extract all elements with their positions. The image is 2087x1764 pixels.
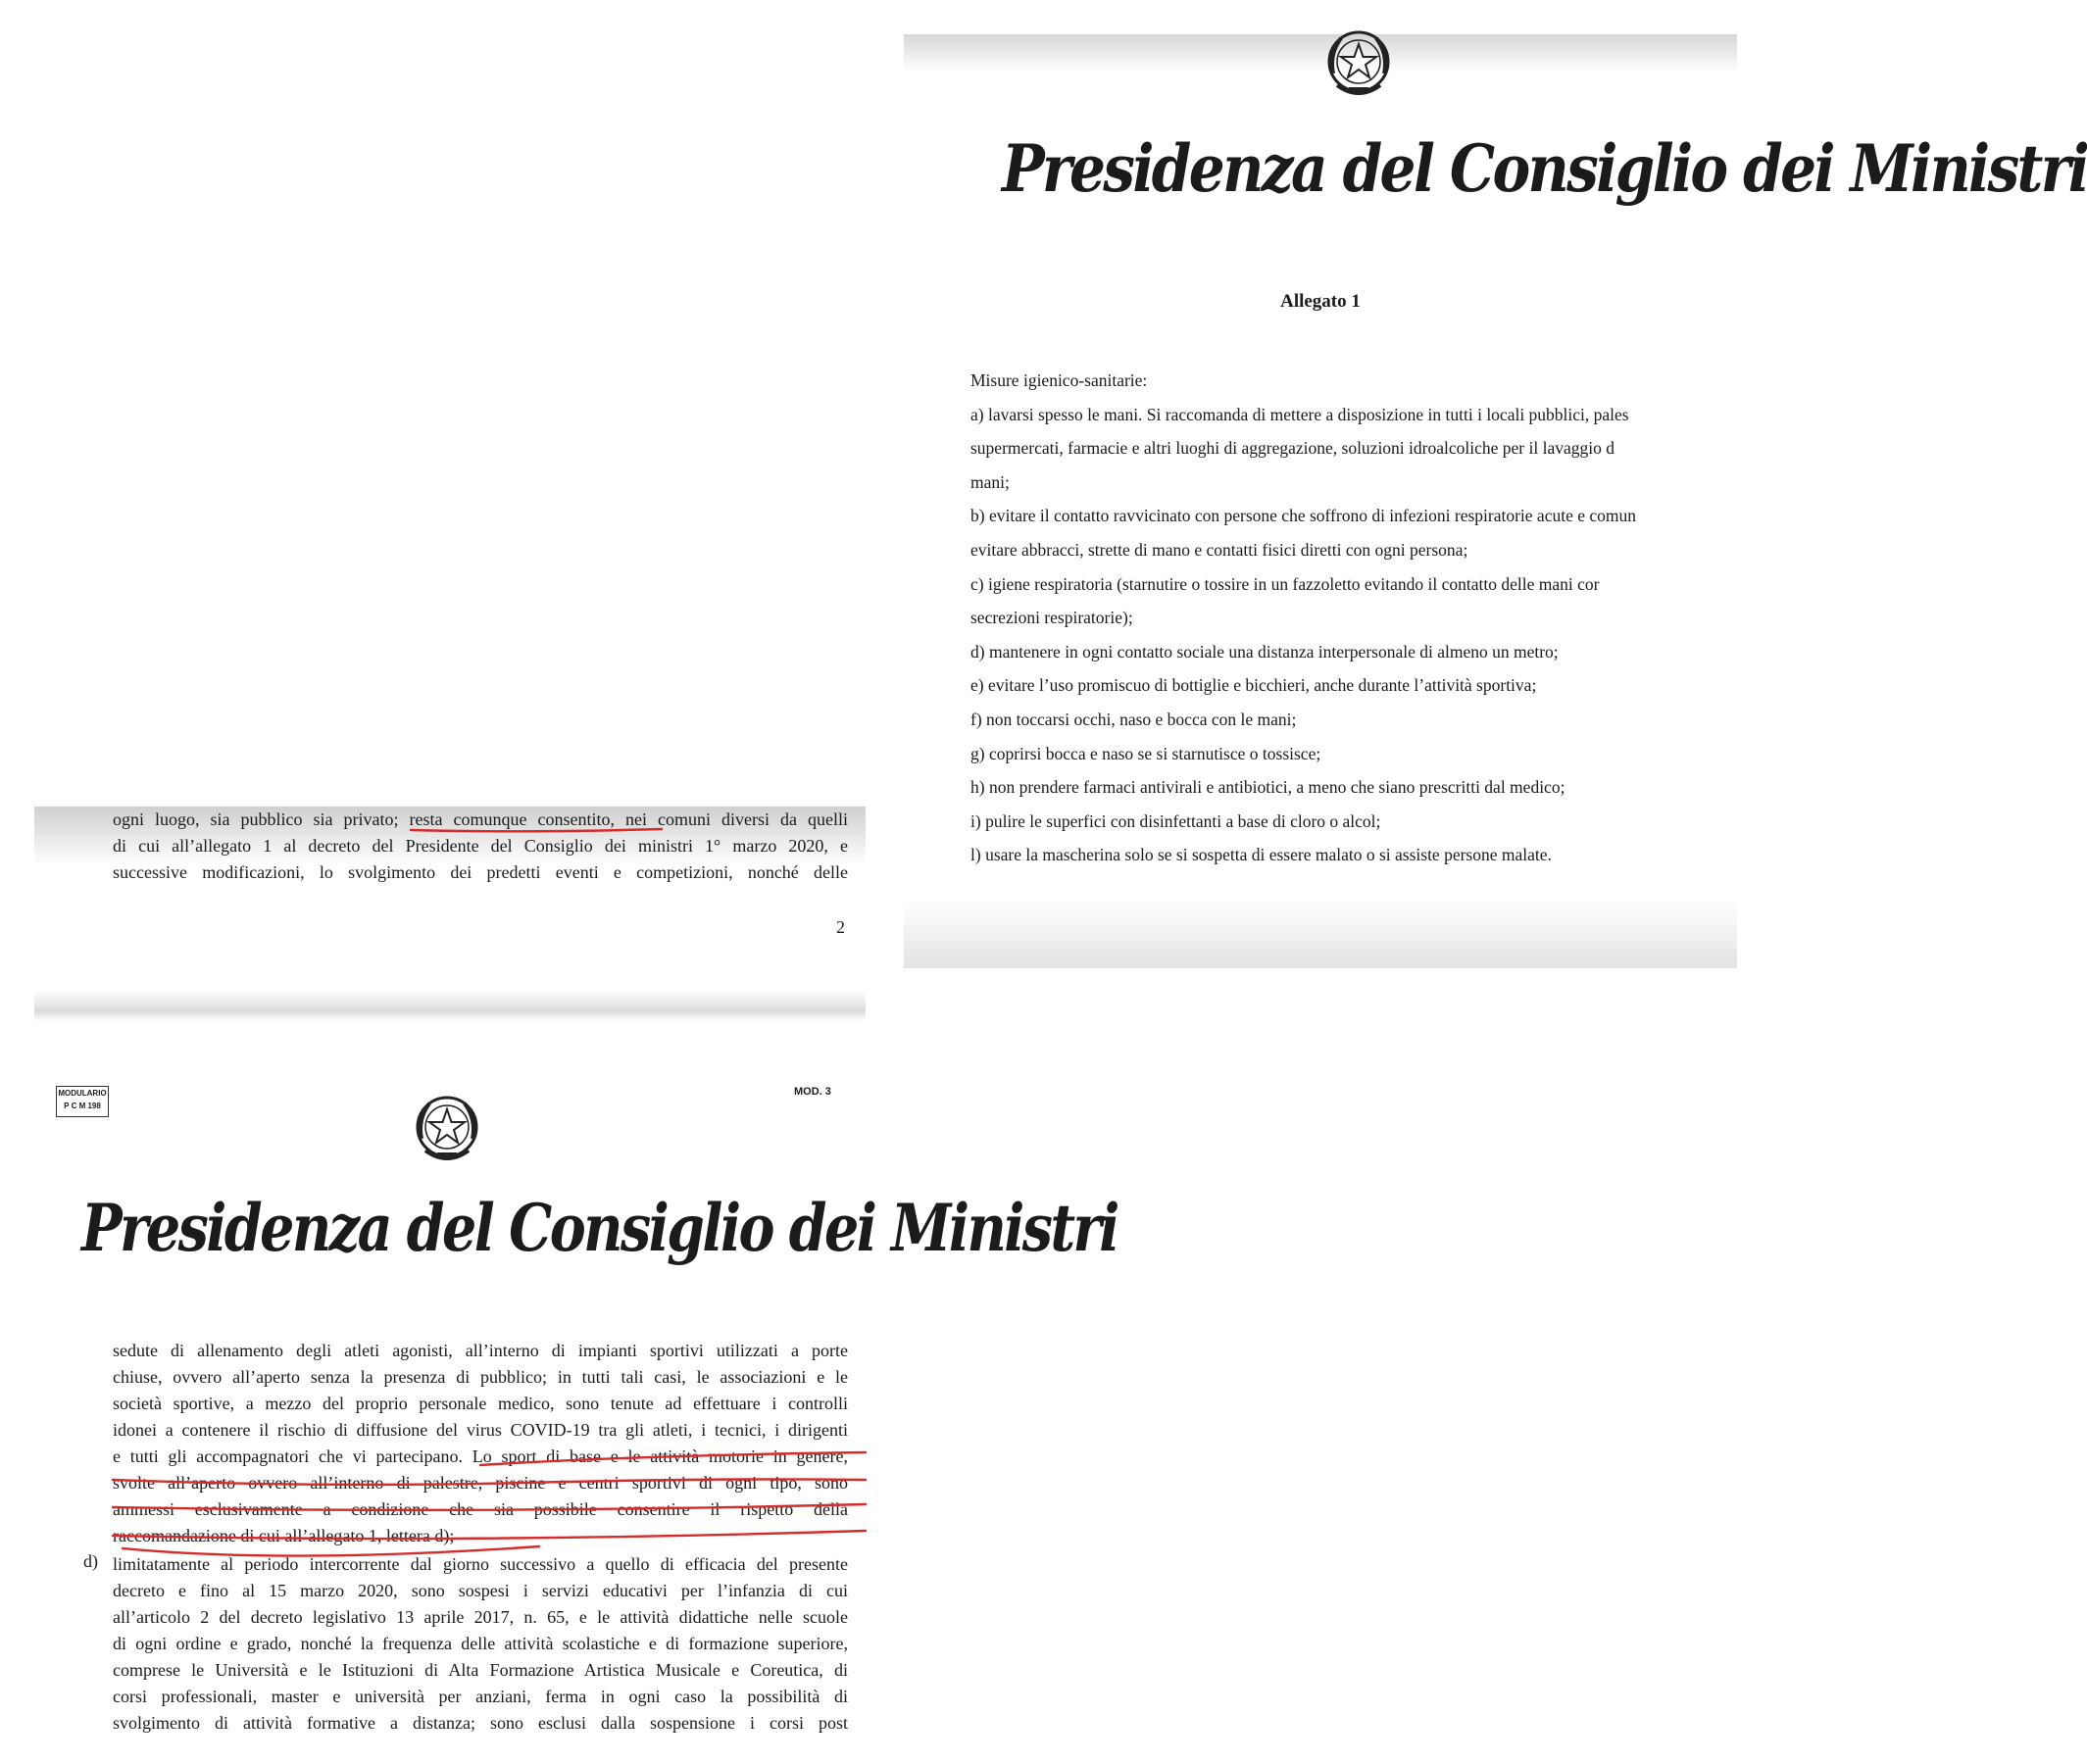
misure-line: mani; xyxy=(970,471,1010,492)
red-underline xyxy=(34,1009,866,1737)
item-line: di ogni ordine e grado, nonché la frequenza delle attività scolastiche e di formazione superiore, xyxy=(113,1634,848,1653)
paragraph-line: e tutti gli accompagnatori che vi partecipano. Lo sport di base e le attività motorie in genere, xyxy=(113,1446,848,1466)
decreto-page xyxy=(34,1009,1118,1737)
misure-line: e) evitare l’uso promiscuo di bottiglie e bicchieri, anche durante l’attività sportiva; xyxy=(970,675,1537,696)
mod-label: MOD. 3 xyxy=(794,1086,831,1098)
paragraph-line: ammessi esclusivamente a condizione che sia possibile consentire il rispetto della xyxy=(113,1499,848,1519)
misure-line: i) pulire le superfici con disinfettanti a base di cloro o alcol; xyxy=(970,810,1381,831)
misure-line: secrezioni respiratorie); xyxy=(970,608,1133,628)
item-line: all’articolo 2 del decreto legislativo 13 aprile 2017, n. 65, e le attività didattiche nelle scuole xyxy=(113,1607,848,1627)
misure-line: g) coprirsi bocca e naso se si starnutisce o tossisce; xyxy=(970,743,1321,763)
misure-line: evitare abbracci, strette di mano e contatti fisici diretti con ogni persona; xyxy=(970,539,1468,560)
item-line: svolgimento di attività formative a distanza; sono esclusi dalla sospensione i corsi post xyxy=(113,1713,848,1733)
italian-republic-emblem-icon xyxy=(1319,24,1398,103)
misure-line: d) mantenere in ogni contatto sociale una distanza interpersonale di almeno un metro; xyxy=(970,641,1559,662)
fragment-line: successive modificazioni, lo svolgimento dei predetti eventi e competizioni, nonché delle xyxy=(113,862,848,882)
item-line: corsi professionali, master e università per anziani, ferma in ogni caso la possibilità di xyxy=(113,1687,848,1706)
item-letter: d) xyxy=(83,1551,98,1571)
modulario-code: P C M 198 xyxy=(64,1102,101,1110)
allegato-page xyxy=(904,34,2087,968)
modulario-label: MODULARIO xyxy=(58,1089,107,1098)
paragraph-line: chiuse, ovvero all’aperto senza la presenza di pubblico; in tutti tali casi, le associazioni e le xyxy=(113,1367,848,1387)
fragment-line: di cui all’allegato 1 al decreto del Presidente del Consiglio dei ministri 1° marzo 2020, e xyxy=(113,836,848,856)
item-line: limitatamente al periodo intercorrente dal giorno successivo a quello di efficacia del presente xyxy=(113,1554,848,1574)
paragraph-line: svolte all’aperto ovvero all’interno di palestre, piscine e centri sportivi di ogni tipo, sono xyxy=(113,1473,848,1493)
previous-page-fragment xyxy=(34,807,866,1012)
misure-line: h) non prendere farmaci antivirali e antibiotici, a meno che siano prescritti dal medico; xyxy=(970,777,1565,798)
misure-line: b) evitare il contatto ravvicinato con persone che soffrono di infezioni respiratorie acute e comun xyxy=(970,506,1636,526)
misure-line: l) usare la mascherina solo se si sospetta di essere malato o si assiste persone malate. xyxy=(970,845,1552,865)
institution-title: Presidenza del Consiglio dei Ministri xyxy=(81,1190,1118,1266)
item-line: decreto e fino al 15 marzo 2020, sono sospesi i servizi educativi per l’infanzia di cui xyxy=(113,1581,848,1600)
misure-line: c) igiene respiratoria (starnutire o tossire in un fazzoletto evitando il contatto delle mani cor xyxy=(970,573,1600,594)
paragraph-line: società sportive, a mezzo del proprio personale medico, sono tenute ad effettuare i controlli xyxy=(113,1394,848,1413)
fragment-line: ogni luogo, sia pubblico sia privato; resta comunque consentito, nei comuni diversi da quelli xyxy=(113,809,848,829)
paragraph-line: sedute di allenamento degli atleti agonisti, all’interno di impianti sportivi utilizzati a porte xyxy=(113,1341,848,1360)
item-line: comprese le Università e le Istituzioni di Alta Formazione Artistica Musicale e Coreutica, di xyxy=(113,1660,848,1680)
paragraph-line: idonei a contenere il rischio di diffusione del virus COVID-19 tra gli atleti, i tecnici, i dirigenti xyxy=(113,1420,848,1440)
red-underline xyxy=(34,807,866,846)
paragraph-line: raccomandazione di cui all’allegato 1, lettera d); xyxy=(113,1526,455,1545)
misure-line: a) lavarsi spesso le mani. Si raccomanda di mettere a disposizione in tutti i locali pubblici, pales xyxy=(970,404,1629,424)
misure-list xyxy=(970,364,1853,872)
misure-line: f) non toccarsi occhi, naso e bocca con le mani; xyxy=(970,709,1297,729)
institution-title: Presidenza del Consiglio dei Ministri xyxy=(1002,130,2087,207)
misure-line: supermercati, farmacie e altri luoghi di aggregazione, soluzioni idroalcoliche per il lavaggio d xyxy=(970,438,1615,459)
scan-shadow xyxy=(904,900,1737,968)
page-number: 2 xyxy=(836,917,845,937)
misure-intro: Misure igienico-sanitarie: xyxy=(970,370,1148,390)
allegato-heading: Allegato 1 xyxy=(1280,291,1361,312)
